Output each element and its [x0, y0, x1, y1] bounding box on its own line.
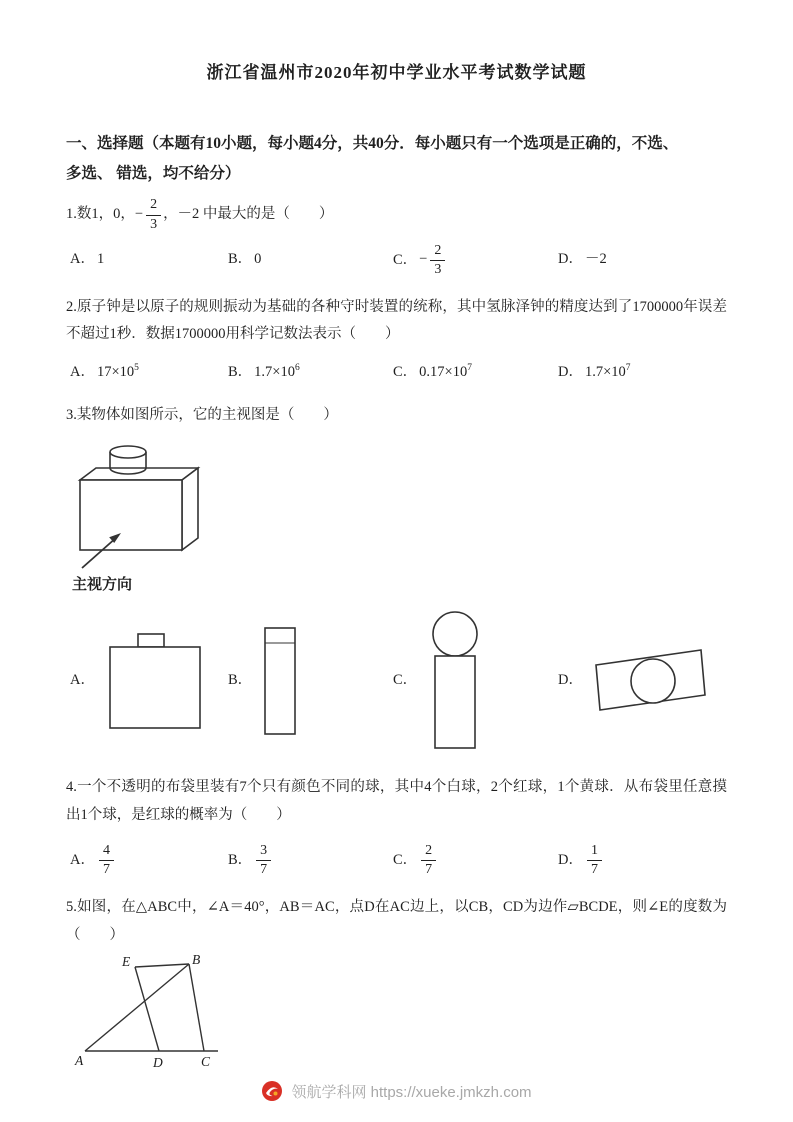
q1-option-a: A． 1	[70, 251, 105, 268]
footer-text: 领航学科网 https://xueke.jmkzh.com	[291, 1083, 532, 1101]
segment-BC	[189, 964, 204, 1051]
section-heading-line1: 一、选择题（本题有10小题，每小题4分，共40分．每小题只有一个选项是正确的，不选、	[66, 135, 679, 152]
q3-option-a-shape	[105, 631, 205, 731]
q4-option-d: D． $\frac{1}{7}$	[558, 843, 727, 878]
q3-option-d: D．	[558, 646, 727, 716]
point-label-C: C	[201, 1054, 211, 1070]
q4-option-b-fraction: $\frac{3}{7}$	[256, 843, 271, 878]
question-4-options	[70, 843, 727, 878]
q1-option-b: B． 0	[228, 251, 262, 268]
point-label-D: D	[153, 1055, 163, 1071]
footer-logo-icon	[261, 1080, 283, 1102]
question-1	[66, 197, 727, 277]
q4-option-b: B． $\frac{3}{7}$	[228, 843, 393, 878]
segment-AB	[85, 964, 189, 1051]
q3-option-b-shape	[262, 625, 298, 737]
q1-fraction	[146, 197, 161, 232]
question-3	[66, 402, 727, 754]
question-1-options	[70, 243, 727, 278]
point-label-E: E	[122, 954, 131, 970]
point-label-B: B	[192, 953, 201, 968]
q2-option-a: A． $17\times 10^5$	[70, 363, 139, 380]
q2-option-a-exponent: 5	[134, 363, 139, 374]
footer-watermark	[0, 1080, 793, 1102]
question-3-figure	[70, 438, 727, 594]
box-side-face	[182, 468, 198, 550]
q1-stem-pre: 1.数1，0，	[66, 206, 135, 223]
question-2	[66, 294, 727, 387]
q2-option-c-exponent: 7	[467, 363, 472, 374]
q5-triangle-parallelogram-figure	[72, 953, 240, 1071]
q3-option-c-shape	[427, 610, 483, 752]
q4-option-a: A． $\frac{4}{7}$	[70, 843, 228, 878]
q1-frac-sign: −	[134, 206, 144, 223]
question-3-options	[70, 608, 727, 754]
q4-option-d-fraction: $\frac{1}{7}$	[587, 843, 602, 878]
question-5-figure	[72, 953, 727, 1071]
section-heading-line2: 多选、 错选，均不给分）	[66, 165, 241, 183]
q4-option-a-fraction: $\frac{4}{7}$	[99, 843, 114, 878]
question-1-stem	[66, 197, 727, 232]
segment-ED	[135, 967, 159, 1051]
q3-option-a: A．	[70, 631, 228, 731]
q2-option-d-exponent: 7	[625, 363, 631, 374]
q1-frac-denominator: 3	[150, 216, 158, 232]
q1-frac-numerator: 2	[146, 197, 161, 215]
q3-object-3d-figure	[70, 438, 260, 594]
point-label-A: A	[75, 1053, 84, 1069]
q4-option-c-fraction: $\frac{2}{7}$	[421, 843, 436, 878]
q3-option-c: C．	[393, 610, 558, 752]
q1-stem-post: ，－2 中最大的是（ ）	[163, 206, 334, 223]
question-5-stem: 5.如图，在△ABC中，∠A＝40°，AB＝AC，点D在AC边上，以CB，CD为边作▱BCDE，则∠E的度数为（ ）	[66, 899, 727, 943]
question-4-stem: 4.一个不透明的布袋里装有7个只有颜色不同的球，其中4个白球，2个红球，1个黄球．从布袋里任意摸出1个球，是红球的概率为（ ）	[66, 779, 727, 823]
box-front-face	[80, 480, 182, 550]
q4-option-c: C． $\frac{2}{7}$	[393, 843, 558, 878]
q2-option-d: D． $1.7\times 10^7$	[558, 363, 631, 380]
q1-option-c-fraction: $\frac{2}{3}$	[430, 243, 445, 278]
segment-EB	[135, 964, 189, 967]
question-2-stem: 2.原子钟是以原子的规则振动为基础的各种守时装置的统称，其中氢脉泽钟的精度达到了1700000年误差不超过1秒．数据1700000用科学记数法表示（ ）	[66, 298, 727, 343]
box-top-face	[80, 468, 198, 480]
question-5	[66, 894, 727, 1071]
section-heading	[66, 129, 727, 189]
q2-option-b-exponent: 6	[294, 363, 300, 374]
question-2-options	[70, 359, 727, 387]
page-title: 浙江省温州市2020年初中学业水平考试数学试题	[206, 63, 587, 82]
q2-option-c: C． $0.17\times 10^7$	[393, 363, 472, 380]
view-direction-label: 主视方向	[72, 577, 133, 593]
q1-option-c: C． − $\frac{2}{3}$	[393, 243, 558, 278]
q3-option-d-shape	[593, 646, 709, 716]
q2-option-b: B． $1.7\times 10^6$	[228, 363, 300, 380]
question-4	[66, 774, 727, 878]
cylinder-top	[110, 446, 146, 458]
q1-option-d: D． －2	[558, 251, 607, 268]
question-3-stem: 3.某物体如图所示，它的主视图是（ ）	[66, 407, 338, 424]
q3-option-b: B．	[228, 625, 393, 737]
